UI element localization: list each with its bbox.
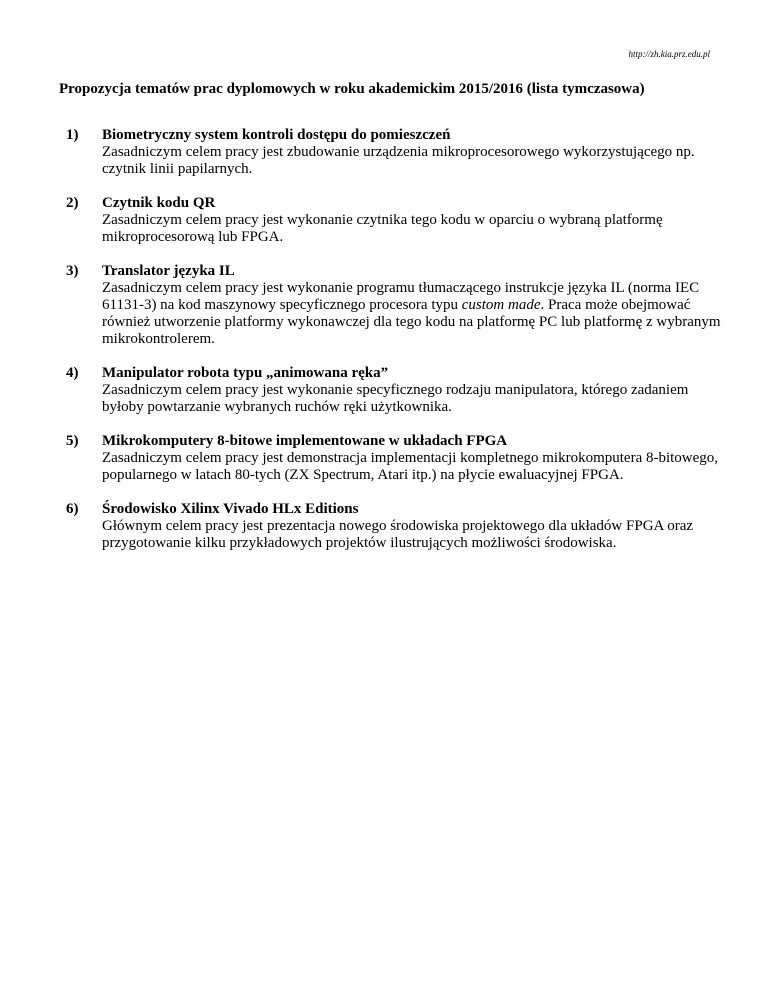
topic-description: Zasadniczym celem pracy jest wykonanie specyficznego rodzaju manipulatora, którego zadaniem byłoby powtarzanie wybranych ruchów ręki użytkownika. — [102, 382, 689, 415]
topic-number: 5) — [66, 433, 79, 449]
topic-item — [66, 365, 726, 416]
topic-description: Głównym celem pracy jest prezentacja nowego środowiska projektowego dla układów FPGA oraz przygotowanie kilku przykładowych projektów ilustrujących możliwości środowiska. — [102, 518, 694, 551]
topic-item — [66, 195, 726, 246]
topic-description-part: . Praca może obejmować również utworzenie platformy wykonawczej dla tego kodu na platformę PC lub platformę z wybranym mikrokontrolerem. — [102, 297, 721, 347]
topic-description — [102, 280, 726, 348]
topic-number: 4) — [66, 365, 79, 381]
topic-item — [66, 263, 726, 348]
topic-title: Mikrokomputery 8-bitowe implementowane w układach FPGA — [102, 433, 508, 449]
topic-description: Zasadniczym celem pracy jest wykonanie czytnika tego kodu w oparciu o wybraną platformę mikroprocesorową lub FPGA. — [102, 212, 663, 245]
topic-item — [66, 501, 726, 552]
topic-number: 1) — [66, 127, 79, 143]
topic-number: 2) — [66, 195, 79, 211]
topic-description-italic: custom made — [461, 297, 541, 313]
header-url: http://zh.kia.prz.edu.pl — [628, 49, 710, 59]
page-title: Propozycja tematów prac dyplomowych w roku akademickim 2015/2016 (lista tymczasowa) — [59, 81, 645, 97]
topic-number: 3) — [66, 263, 79, 279]
topic-title: Biometryczny system kontroli dostępu do pomieszczeń — [102, 127, 451, 143]
topic-description: Zasadniczym celem pracy jest demonstracja implementacji kompletnego mikrokomputera 8-bitowego, popularnego w latach 80-tych (ZX Spectrum, Atari itp.) na płycie ewaluacyjnej FPGA. — [102, 450, 719, 483]
topic-title: Manipulator robota typu „animowana ręka” — [102, 365, 389, 381]
topic-title: Czytnik kodu QR — [102, 195, 216, 211]
topic-item — [66, 127, 726, 178]
topic-number: 6) — [66, 501, 79, 517]
topic-description-part: Zasadniczym celem pracy jest wykonanie programu tłumaczącego instrukcje języka IL (norma IEC 61131-3) na kod maszynowy specyficznego procesora typu — [102, 280, 700, 313]
topic-title: Translator języka IL — [102, 263, 235, 279]
topic-list — [66, 127, 726, 569]
topic-description: Zasadniczym celem pracy jest zbudowanie urządzenia mikroprocesorowego wykorzystującego np. czytnik linii papilarnych. — [102, 144, 695, 177]
topic-item — [66, 433, 726, 484]
topic-title: Środowisko Xilinx Vivado HLx Editions — [102, 501, 359, 517]
